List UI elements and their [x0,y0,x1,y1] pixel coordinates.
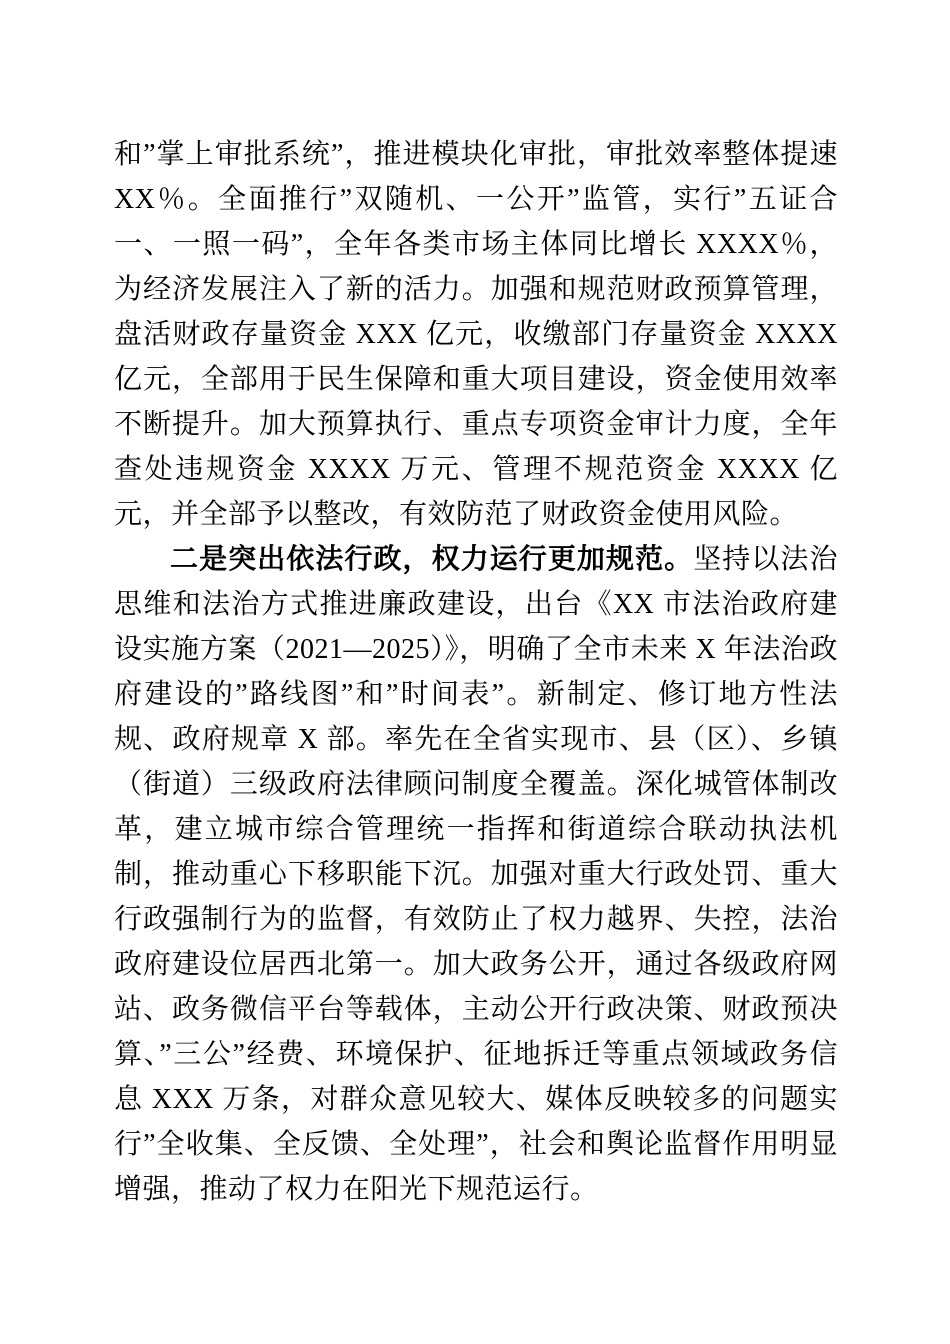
paragraph-second-point-text: 坚持以法治思维和法治方式推进廉政建设，出台《XX 市法治政府建设实施方案（2021—2025）》，明确了全市未来 X 年法治政府建设的”路线图”和”时间表”。新制定、修订地方性法规、政府规章 X 部。率先在全省实现市、县（区）、乡镇（街道）三级政府法律顾问制度全覆盖。深化城管体制改革，建立城市综合管理统一指挥和街道综合联动执法机制，推动重心下移职能下沉。加强对重大行政处罚、重大行政强制行为的监督，有效防止了权力越界、失控，法治政府建设位居西北第一。加大政务公开，通过各级政府网站、政务微信平台等载体，主动公开行政决策、财政预决算、”三公”经费、环境保护、征地拆迁等重点领域政务信息 XXX 万条，对群众意见较大、媒体反映较多的问题实行”全收集、全反馈、全处理”，社会和舆论监督作用明显增强，推动了权力在阳光下规范运行。 [114,544,838,1205]
paragraph-second-point-lead: 二是突出依法行政，权力运行更加规范。 [170,544,694,575]
paragraph-continuation [114,132,838,537]
paragraph-second-point [114,537,838,1212]
paragraph-continuation-text: 和”掌上审批系统”，推进模块化审批，审批效率整体提速 XX％。全面推行”双随机、一公开”监管，实行”五证合一、一照一码”，全年各类市场主体同比增长 XXXX％，为经济发展注入了新的活力。加强和规范财政预算管理，盘活财政存量资金 XXX 亿元，收缴部门存量资金 XXXX 亿元，全部用于民生保障和重大项目建设，资金使用效率不断提升。加大预算执行、重点专项资金审计力度，全年查处违规资金 XXXX 万元、管理不规范资金 XXXX 亿元，并全部予以整改，有效防范了财政资金使用风险。 [114,139,838,530]
document-body [114,132,838,1212]
